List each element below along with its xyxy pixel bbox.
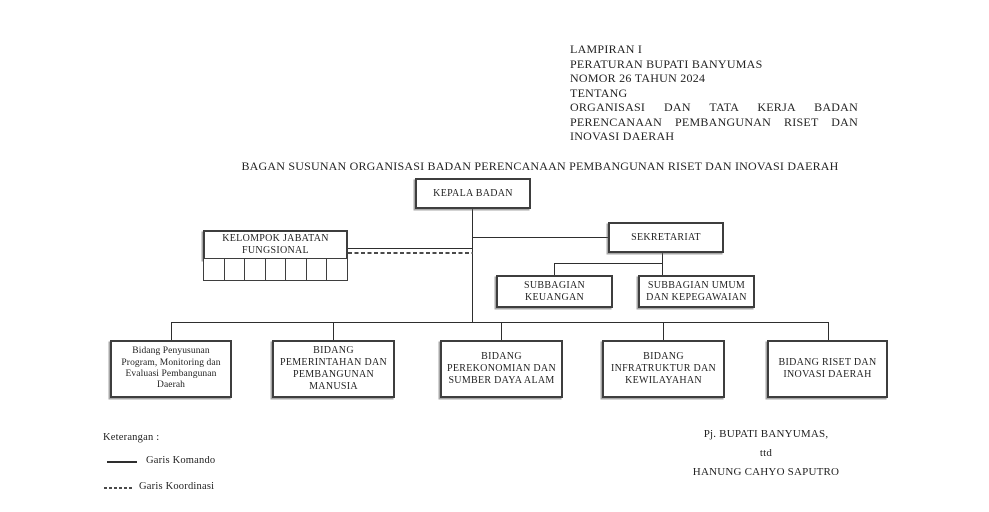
chart-title: BAGAN SUSUNAN ORGANISASI BADAN PERENCANAAN PEMBANGUNAN RISET DAN INOVASI DAERAH [241,159,839,173]
fungsional-slot-row [203,258,348,281]
komando-sekretariat-link [473,237,609,238]
koordinasi-line-swatch [104,487,134,489]
legend-title: Keterangan : [103,432,160,443]
lampiran-line-1: LAMPIRAN I [570,42,643,56]
lampiran-line-4: TENTANG [570,85,628,100]
komando-bidang5-drop [828,322,829,340]
bidang-perekonomian-box: BIDANG PEREKONOMIAN DAN SUMBER DAYA ALAM [440,340,563,398]
bidang-penyusunan-program-box: Bidang Penyusunan Program, Monitoring dan Evaluasi Pembangunan Daerah [110,340,232,398]
komando-trunk-line [472,208,473,322]
komando-bidang-connector [171,322,829,323]
komando-subbagian-branch [554,263,663,264]
fungsional-slot [244,258,266,281]
komando-fungsional-link [347,248,473,249]
fungsional-slot [285,258,307,281]
lampiran-header [570,42,858,144]
kelompok-jabatan-fungsional-box: KELOMPOK JABATAN FUNGSIONAL [203,230,348,260]
sekretariat-box: SEKRETARIAT [608,222,724,253]
signature-block [666,428,866,485]
komando-bidang2-drop [333,322,334,340]
fungsional-slot [265,258,287,281]
signature-ttd: ttd [759,447,773,459]
komando-line-swatch [107,461,137,463]
fungsional-slot [203,258,225,281]
bidang-pemerintahan-box: BIDANG PEMERINTAHAN DAN PEMBANGUNAN MANUSIA [272,340,395,398]
lampiran-subject: ORGANISASI DAN TATA KERJA BADAN PERENCANAAN PEMBANGUNAN RISET DAN INOVASI DAERAH [570,100,858,143]
lampiran-line-3: NOMOR 26 TAHUN 2024 [570,71,706,85]
subbagian-umum-box: SUBBAGIAN UMUM DAN KEPEGAWAIAN [638,275,755,308]
komando-bidang3-drop [501,322,502,340]
fungsional-slot [224,258,246,281]
kepala-badan-box: KEPALA BADAN [415,178,531,209]
komando-sekretariat-drop [662,253,663,276]
bidang-riset-inovasi-box: BIDANG RISET DAN INOVASI DAERAH [767,340,888,398]
signature-office: Pj. BUPATI BANYUMAS, [703,428,829,440]
koordinasi-fungsional-dashed-line [348,252,473,254]
signature-name: HANUNG CAHYO SAPUTRO [692,466,840,478]
bidang-infrastruktur-box: BIDANG INFRATRUKTUR DAN KEWILAYAHAN [602,340,725,398]
fungsional-slot [306,258,328,281]
legend-koordinasi-label: Garis Koordinasi [139,481,215,492]
lampiran-line-2: PERATURAN BUPATI BANYUMAS [570,56,763,71]
fungsional-slot [326,258,348,281]
komando-bidang1-drop [171,322,172,340]
komando-bidang4-drop [663,322,664,340]
subbagian-keuangan-box: SUBBAGIAN KEUANGAN [496,275,613,308]
legend-komando-label: Garis Komando [146,455,216,466]
